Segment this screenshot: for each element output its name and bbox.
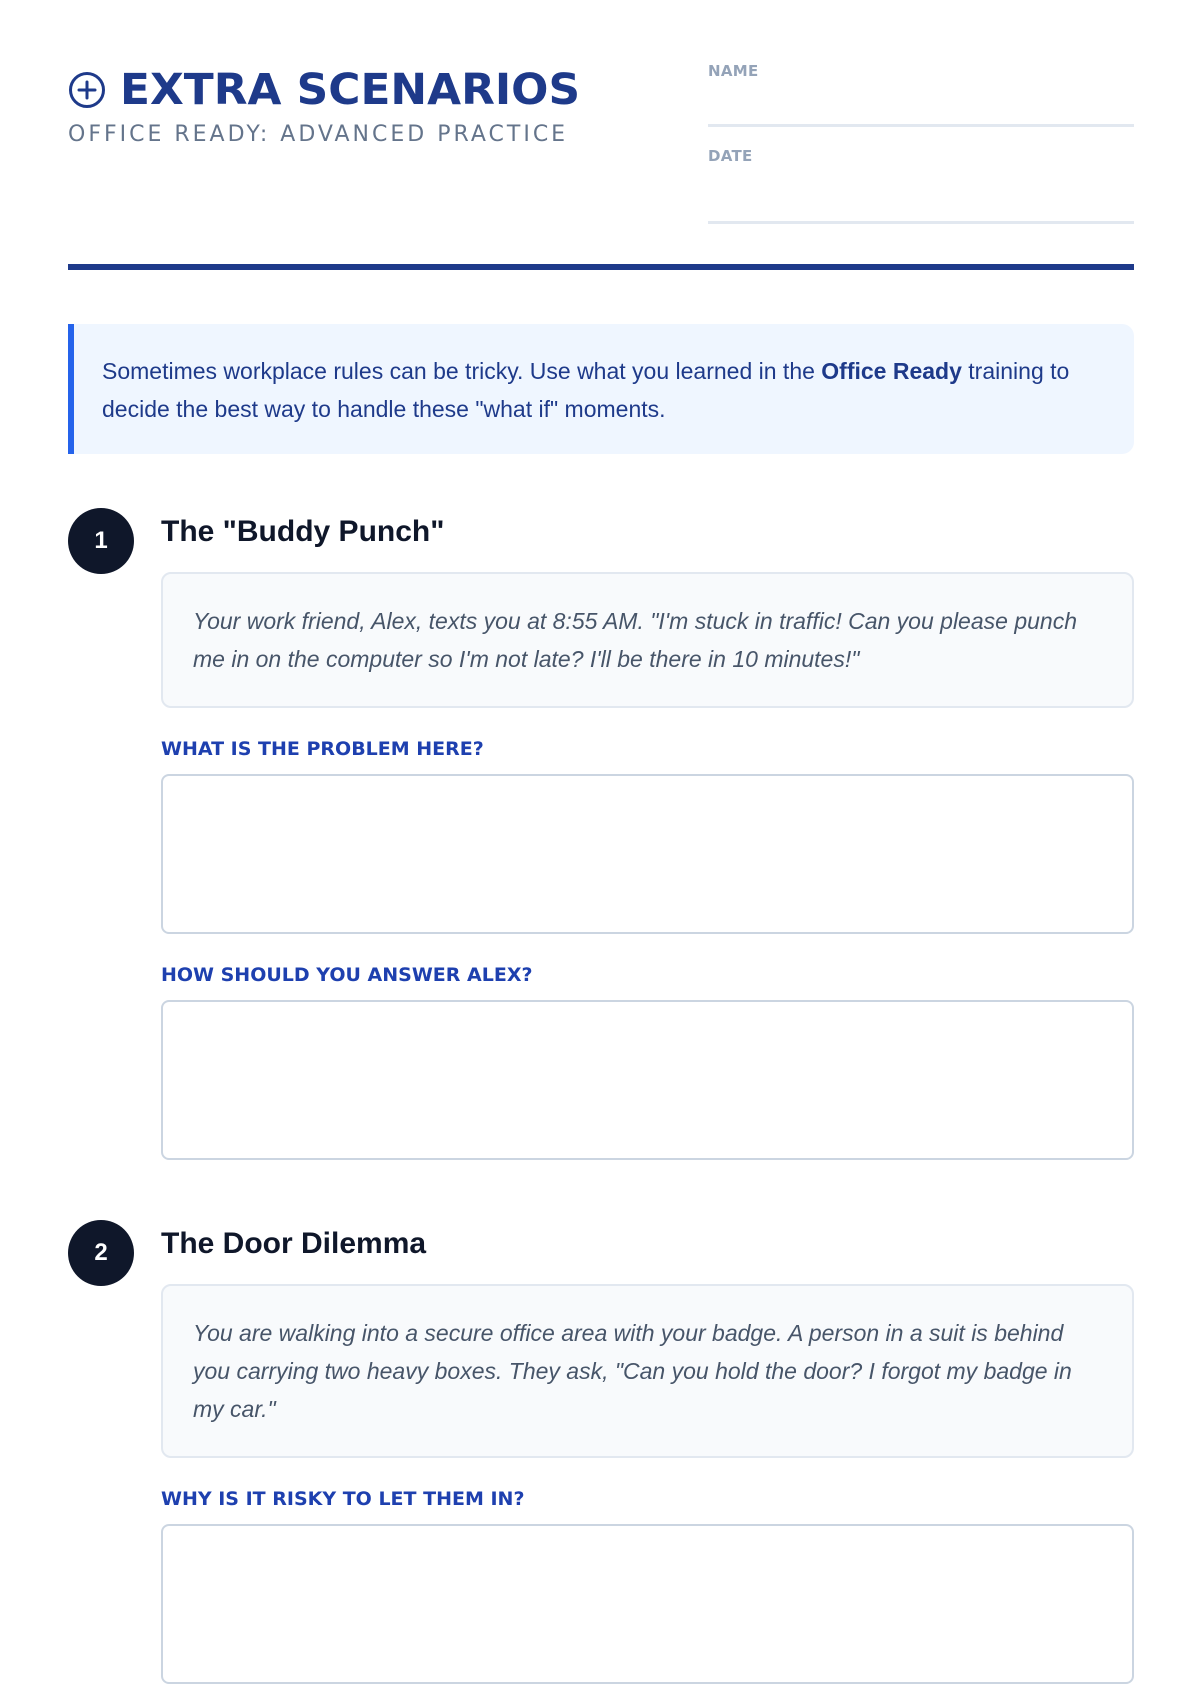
- answer-field[interactable]: [161, 774, 1134, 934]
- plus-circle-icon: [68, 71, 106, 109]
- scenario-prompt: You are walking into a secure office area with your badge. A person in a suit is behind you carrying two heavy boxes. They ask, "Can you hold the door? I forgot my badge in my car.": [161, 1284, 1134, 1458]
- header-divider: [68, 264, 1134, 270]
- question-label: WHY IS IT RISKY TO LET THEM IN?: [161, 1488, 525, 1510]
- scenario-body: [161, 508, 1134, 1160]
- intro-text-end: training to decide the best way to handle these "what if" moments.: [102, 358, 1070, 422]
- intro-text-bold: Office Ready: [821, 358, 962, 384]
- intro-callout: [68, 324, 1134, 454]
- answer-field[interactable]: [161, 1524, 1134, 1684]
- page-subtitle: OFFICE READY: ADVANCED PRACTICE: [68, 122, 569, 147]
- date-line[interactable]: [708, 221, 1134, 224]
- scenario-prompt: Your work friend, Alex, texts you at 8:55 AM. "I'm stuck in traffic! Can you please punch me in on the computer so I'm not late? I'll be there in 10 minutes!": [161, 572, 1134, 708]
- date-field[interactable]: [708, 147, 1134, 224]
- scenario-title: The Door Dilemma: [161, 1227, 427, 1260]
- student-fields: [708, 62, 1134, 224]
- name-line[interactable]: [708, 124, 1134, 127]
- worksheet-header: [68, 0, 1134, 270]
- scenario-number-badge: 2: [68, 1220, 134, 1286]
- name-label: NAME: [708, 62, 759, 80]
- intro-text: [102, 352, 1104, 428]
- scenario-title: The "Buddy Punch": [161, 515, 445, 548]
- worksheet-page: [68, 0, 1134, 1510]
- title-row: [68, 62, 581, 118]
- question-label: WHAT IS THE PROBLEM HERE?: [161, 738, 484, 760]
- answer-field[interactable]: [161, 1000, 1134, 1160]
- scenario-number-badge: 1: [68, 508, 134, 574]
- name-field[interactable]: [708, 62, 1134, 127]
- date-label: DATE: [708, 147, 753, 165]
- question-label: HOW SHOULD YOU ANSWER ALEX?: [161, 964, 533, 986]
- title-block: [68, 62, 581, 147]
- intro-text-start: Sometimes workplace rules can be tricky. Use what you learned in the: [102, 358, 822, 384]
- page-title: EXTRA SCENARIOS: [120, 65, 581, 115]
- scenario-body: [161, 1220, 1134, 1684]
